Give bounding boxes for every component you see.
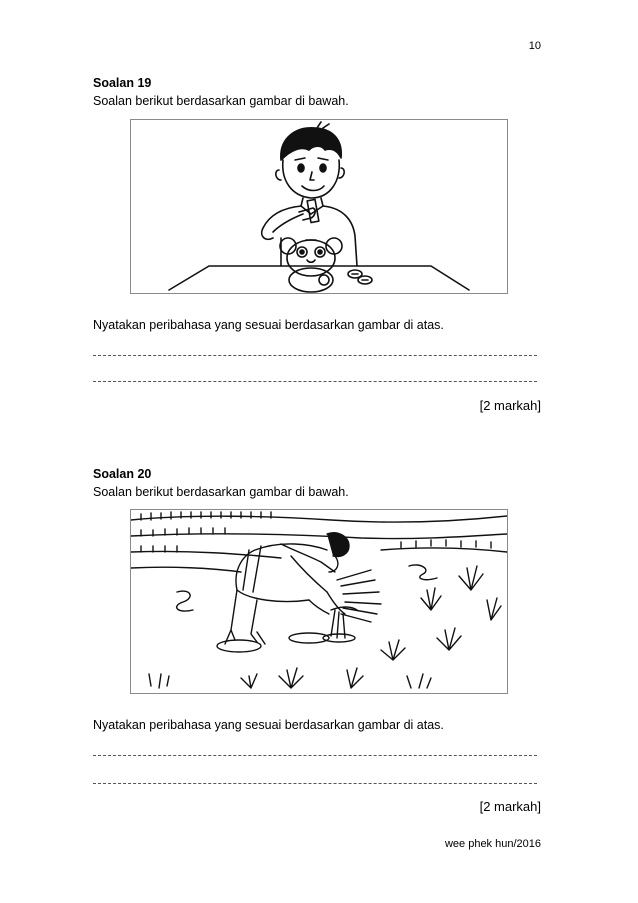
question-19-intro: Soalan berikut berdasarkan gambar di bawah. (93, 94, 349, 108)
question-20-intro: Soalan berikut berdasarkan gambar di bawah. (93, 485, 349, 499)
question-20-figure (130, 509, 508, 694)
question-19-title: Soalan 19 (93, 76, 152, 90)
question-19-answer-line-2[interactable] (93, 381, 537, 382)
question-19-prompt: Nyatakan peribahasa yang sesuai berdasarkan gambar di atas. (93, 318, 444, 332)
farmer-planting-rice-illustration (131, 510, 507, 693)
question-20-title: Soalan 20 (93, 467, 152, 481)
question-19-answer-line-1[interactable] (93, 355, 537, 356)
question-20-answer-line-2[interactable] (93, 783, 537, 784)
question-20-prompt: Nyatakan peribahasa yang sesuai berdasarkan gambar di atas. (93, 718, 444, 732)
boy-piggy-bank-illustration (131, 120, 507, 293)
question-19-marks: [2 markah] (479, 398, 541, 413)
page-number: 10 (528, 40, 541, 52)
question-20-marks: [2 markah] (479, 799, 541, 814)
question-20-answer-line-1[interactable] (93, 755, 537, 756)
question-19-figure (130, 119, 508, 294)
footer-credit: wee phek hun/2016 (444, 838, 541, 850)
